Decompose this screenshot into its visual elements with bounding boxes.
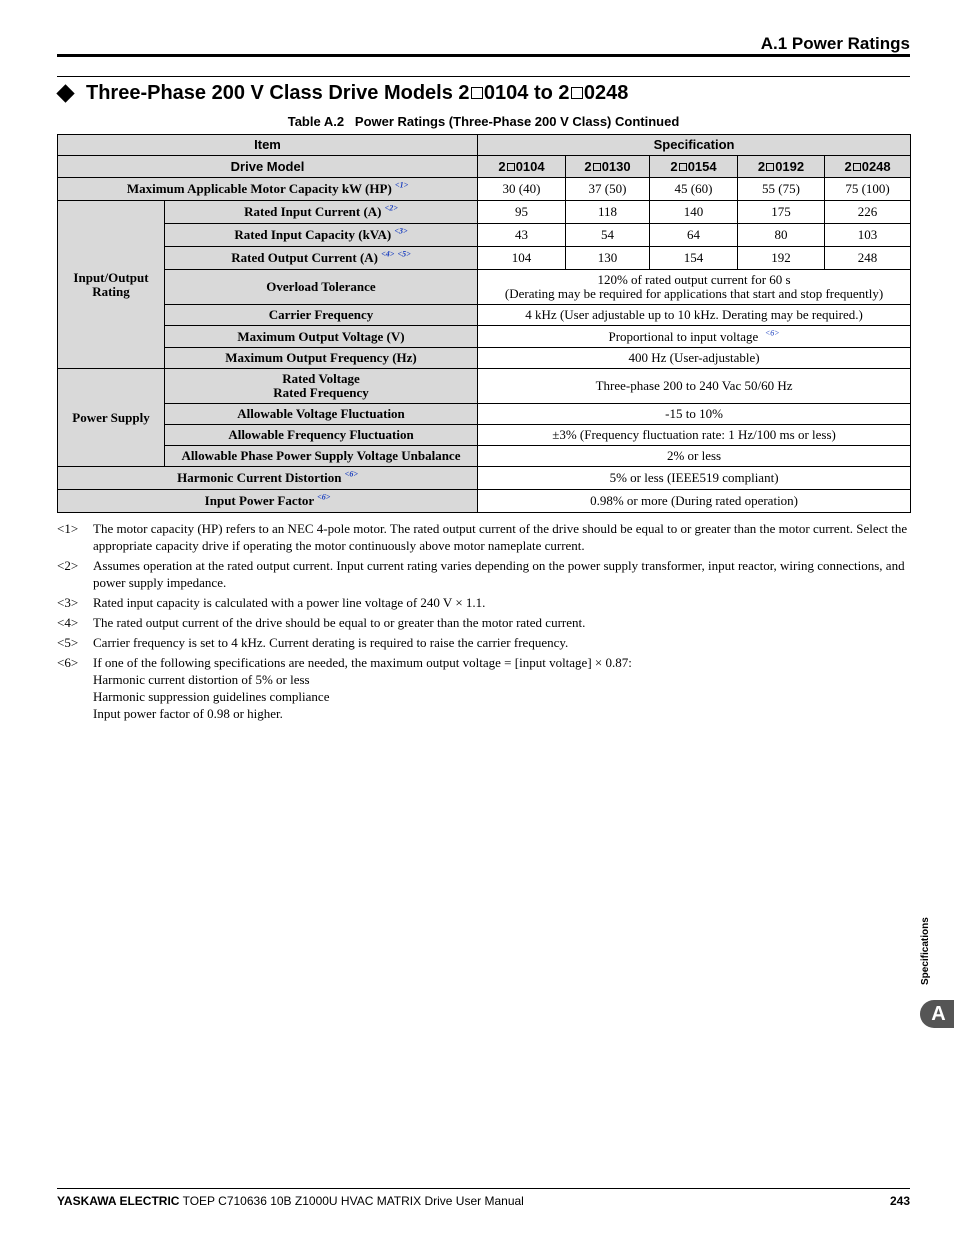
footnote-number: <6>: [57, 655, 79, 670]
value-cell: 37 (50): [566, 178, 650, 201]
header-specification: Specification: [478, 135, 911, 156]
model-cell: 2 0154: [650, 156, 738, 178]
heading-rule: [57, 76, 910, 77]
value-cell: 75 (100): [825, 178, 911, 201]
placeholder-box-icon: [593, 163, 601, 171]
table-row: [58, 224, 911, 247]
table-row: [58, 404, 911, 425]
value-cell: 248: [825, 247, 911, 270]
placeholder-box-icon: [766, 163, 774, 171]
row-label-max-output-voltage: Maximum Output Voltage (V): [165, 326, 478, 348]
footer-rule: [57, 1188, 910, 1189]
table-row: [58, 247, 911, 270]
value-cell: ±3% (Frequency fluctuation rate: 1 Hz/100 ms or less): [478, 425, 911, 446]
footnote-text: Rated input capacity is calculated with a power line voltage of 240 V × 1.1.: [93, 595, 486, 610]
appendix-tab[interactable]: A: [920, 1000, 954, 1028]
footnote-ref-link[interactable]: <6>: [764, 328, 780, 338]
value-cell: 104: [478, 247, 566, 270]
row-label-overload: Overload Tolerance: [165, 270, 478, 305]
value-cell: 2% or less: [478, 446, 911, 467]
power-ratings-table: [57, 134, 911, 513]
footnote-text: Carrier frequency is set to 4 kHz. Current derating is required to raise the carrier frequency.: [93, 635, 569, 650]
model-cell: 2 0104: [478, 156, 566, 178]
row-label-voltage-fluctuation: Allowable Voltage Fluctuation: [165, 404, 478, 425]
footnote-text: Assumes operation at the rated output current. Input current rating varies depending on the power supply transformer, input reactor, wiring connections, and power supply impedance.: [93, 558, 905, 590]
footnote-ref-link[interactable]: <5>: [397, 249, 411, 259]
value-cell: 80: [738, 224, 825, 247]
value-cell: 154: [650, 247, 738, 270]
table-row: [58, 425, 911, 446]
footnote-text: The motor capacity (HP) refers to an NEC 4-pole motor. The rated output current of the drive should be equal to or greater than the motor current. Select the appropriate capacity drive if operating the motor continuously above motor nameplate current.: [93, 521, 908, 553]
placeholder-box-icon: [679, 163, 687, 171]
value-cell: 95: [478, 201, 566, 224]
list-item: [57, 520, 912, 554]
footnote-ref-link[interactable]: <6>: [344, 469, 358, 479]
list-item: [57, 557, 912, 591]
group-label-power-supply: Power Supply: [58, 369, 165, 467]
footnote-number: <4>: [57, 615, 79, 630]
placeholder-box-icon: [571, 87, 583, 99]
list-item: [57, 634, 912, 651]
value-cell: Three-phase 200 to 240 Vac 50/60 Hz: [478, 369, 911, 404]
value-cell: 226: [825, 201, 911, 224]
footnote-ref-link[interactable]: <4>: [381, 249, 395, 259]
table-row: [58, 369, 911, 404]
placeholder-box-icon: [471, 87, 483, 99]
value-cell: 192: [738, 247, 825, 270]
row-label-harmonic: Harmonic Current Distortion $^{<6>}$: [58, 467, 478, 490]
row-label-rated-voltage: Rated Voltage Rated Frequency: [165, 369, 478, 404]
row-label-rated-input-capacity: Rated Input Capacity (kVA) $^{<3>}$: [165, 224, 478, 247]
table-row: [58, 446, 911, 467]
value-cell: 103: [825, 224, 911, 247]
heading-prefix: Three-Phase 200 V Class Drive Models 2: [86, 82, 470, 104]
value-cell: 400 Hz (User-adjustable): [478, 348, 911, 369]
value-cell: Proportional to input voltage $^{<6>}$: [478, 326, 911, 348]
row-label-max-output-freq: Maximum Output Frequency (Hz): [165, 348, 478, 369]
footer-brand: YASKAWA ELECTRIC: [57, 1194, 180, 1208]
footer-doc-title: TOEP C710636 10B Z1000U HVAC MATRIX Drive User Manual: [179, 1194, 524, 1208]
side-tab-label: Specifications: [920, 917, 931, 985]
diamond-bullet-icon: [56, 84, 74, 102]
row-label-max-motor: Maximum Applicable Motor Capacity kW (HP) $^{<1>}$: [58, 178, 478, 201]
footnote-ref-link[interactable]: <1>: [395, 180, 409, 190]
value-cell: 140: [650, 201, 738, 224]
model-cell: 2 0192: [738, 156, 825, 178]
model-cell: 2 0130: [566, 156, 650, 178]
value-cell: 120% of rated output current for 60 s (Derating may be required for applications that start and stop frequently): [478, 270, 911, 305]
footnote-ref-link[interactable]: <6>: [317, 492, 331, 502]
value-cell: 0.98% or more (During rated operation): [478, 490, 911, 513]
footnote-number: <2>: [57, 558, 79, 573]
footnotes: [57, 520, 912, 725]
value-cell: 45 (60): [650, 178, 738, 201]
value-cell: 64: [650, 224, 738, 247]
table-row: [58, 270, 911, 305]
footer-doc: [57, 1194, 524, 1208]
table-row: [58, 467, 911, 490]
table-row: [58, 178, 911, 201]
placeholder-box-icon: [507, 163, 515, 171]
value-cell: 175: [738, 201, 825, 224]
footnote-ref-link[interactable]: <2>: [384, 203, 398, 213]
row-label-power-factor: Input Power Factor $^{<6>}$: [58, 490, 478, 513]
value-cell: 30 (40): [478, 178, 566, 201]
section-header: A.1 Power Ratings: [760, 34, 910, 53]
drive-model-label: Drive Model: [58, 156, 478, 178]
value-cell: 130: [566, 247, 650, 270]
table-row: [58, 326, 911, 348]
table-row: [58, 305, 911, 326]
header-item: Item: [58, 135, 478, 156]
row-label-rated-input-current: Rated Input Current (A) $^{<2>}$: [165, 201, 478, 224]
heading-suffix: 0248: [583, 82, 629, 104]
page-heading: [57, 80, 628, 106]
heading-mid: 0104 to 2: [483, 82, 570, 104]
list-item: [57, 594, 912, 611]
value-cell: 55 (75): [738, 178, 825, 201]
list-item: [57, 654, 912, 722]
table-row: [58, 135, 911, 156]
page-number: 243: [889, 1194, 910, 1208]
model-cell: 2 0248: [825, 156, 911, 178]
table-caption: Table A.2 Power Ratings (Three-Phase 200 V Class) Continued: [287, 114, 680, 129]
row-label-frequency-fluctuation: Allowable Frequency Fluctuation: [165, 425, 478, 446]
group-label-io: Input/Output Rating: [58, 201, 165, 369]
table-row: [58, 201, 911, 224]
table-row: [58, 490, 911, 513]
row-label-phase-unbalance: Allowable Phase Power Supply Voltage Unbalance: [165, 446, 478, 467]
footnote-ref-link[interactable]: <3>: [394, 226, 408, 236]
footnote-number: <5>: [57, 635, 79, 650]
row-label-carrier: Carrier Frequency: [165, 305, 478, 326]
footnote-number: <3>: [57, 595, 79, 610]
list-item: [57, 614, 912, 631]
placeholder-box-icon: [853, 163, 861, 171]
value-cell: 5% or less (IEEE519 compliant): [478, 467, 911, 490]
value-cell: -15 to 10%: [478, 404, 911, 425]
row-label-rated-output-current: Rated Output Current (A) $^{<4>}$ $^{<5>}$: [165, 247, 478, 270]
table-row: [58, 348, 911, 369]
footnote-text: If one of the following specifications are needed, the maximum output voltage = [input voltage] × 0.87: Harmonic current distortion of 5% or less Harmonic suppression guidelines compliance Input power factor of 0.98 or higher.: [93, 655, 632, 721]
table-row: [58, 156, 911, 178]
header-rule: [57, 54, 910, 57]
footnote-number: <1>: [57, 521, 79, 536]
value-cell: 4 kHz (User adjustable up to 10 kHz. Derating may be required.): [478, 305, 911, 326]
value-cell: 54: [566, 224, 650, 247]
page-footer: [57, 1194, 910, 1208]
value-cell: 118: [566, 201, 650, 224]
value-cell: 43: [478, 224, 566, 247]
footnote-text: The rated output current of the drive should be equal to or greater than the motor rated current.: [93, 615, 586, 630]
